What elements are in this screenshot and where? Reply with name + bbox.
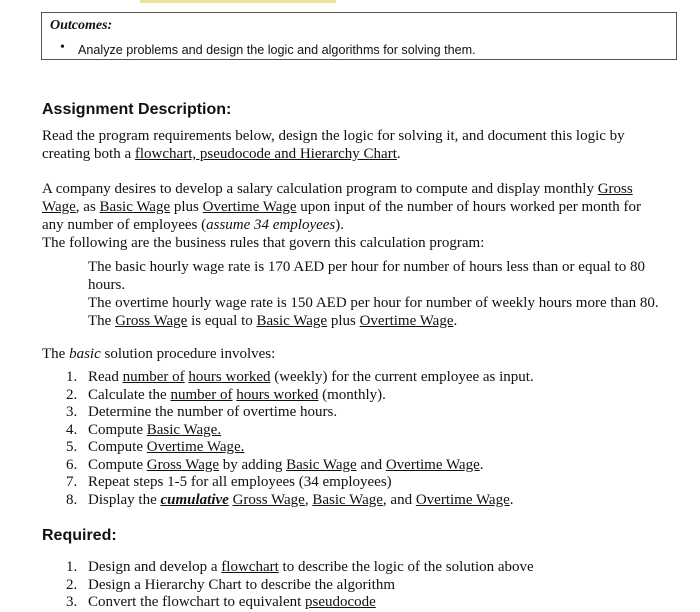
step-text: by adding [219,456,287,473]
list-item [66,404,534,422]
item-term: pseudocode [305,594,376,610]
company-text: upon input of the number of hours worked per month for [296,199,642,215]
step-text: Compute [88,439,147,455]
item-text: Design a Hierarchy Chart to describe the algorithm [88,576,395,593]
step-term: Basic Wage. [146,421,222,438]
step-number: 3. [66,404,78,420]
item-number: 3. [66,594,78,610]
overtime-wage-term: Overtime Wage [202,199,297,215]
company-text: A company desires to develop a salary calculation program to compute and display monthly [42,181,598,197]
step-text: Compute [88,421,147,438]
list-item [66,594,534,612]
step-text: and [356,456,386,473]
step-text: Determine the number of overtime hours. [88,404,338,420]
step-number: 5. [66,439,78,455]
step-text: Read [88,369,123,385]
step-term: Basic Wage [286,456,357,473]
top-highlight-bar [140,0,336,3]
cumulative-term: cumulative [160,491,229,508]
assignment-intro [42,127,682,163]
step-term: Basic Wage [312,491,383,508]
step-number: 8. [66,491,78,508]
procedure-text: The [42,346,70,362]
list-item [66,559,534,577]
item-number: 2. [66,576,78,593]
procedure-basic: basic [69,346,101,362]
rules-intro: The following are the business rules that govern this calculation program: [42,235,485,251]
rule-3 [88,312,688,330]
list-item [66,439,534,457]
item-text: Design and develop a [88,559,222,575]
list-item [66,457,534,475]
step-term: number of [170,386,233,403]
step-term: hours worked [188,369,271,385]
step-text: (monthly). [318,386,386,403]
rule-text: The [88,313,116,329]
company-text: ). [335,217,345,233]
company-line-2 [42,198,692,216]
intro-text: creating both a [42,146,135,162]
step-text: , [304,491,313,508]
list-item [66,422,534,440]
intro-line-2 [42,145,682,163]
step-text: Display the [88,491,161,508]
outcomes-item: Analyze problems and design the logic and algorithms for solving them. [78,43,476,57]
list-item [66,474,534,492]
step-number: 4. [66,421,78,438]
list-item [66,387,534,405]
procedure-text: solution procedure involves: [100,346,276,362]
item-text: Convert the flowchart to equivalent [88,594,306,610]
rule-1-line-2: hours. [88,277,126,293]
step-term: Overtime Wage [385,456,480,473]
step-text: . [479,456,484,473]
rule-text: plus [327,313,360,329]
rule-1-line-1: The basic hourly wage rate is 170 AED per hour for number of hours less than or equal to 80 [88,259,645,275]
step-term: Gross Wage [146,456,220,473]
company-line-3 [42,216,692,234]
step-number: 7. [66,474,78,490]
step-text: . [509,491,514,508]
company-text: any number of employees ( [42,217,207,233]
company-text: plus [170,199,203,215]
wage-term: Wage [42,199,76,215]
step-term: number of [122,369,185,385]
procedure-steps [66,369,534,509]
gross-term: Gross [597,181,633,197]
business-rules [88,258,688,330]
company-text: , as [75,199,100,215]
company-line-1 [42,180,692,198]
list-item [66,369,534,387]
step-text: Calculate the [88,386,171,403]
step-term: hours worked [236,386,319,403]
step-text: , and [382,491,416,508]
step-number: 1. [66,369,78,385]
rule-text: . [453,313,458,329]
list-item [66,492,534,510]
required-list [66,559,534,612]
outcomes-box [41,12,677,60]
required-heading: Required: [42,527,117,544]
intro-line-1: Read the program requirements below, design the logic for solving it, and document this logic by [42,128,625,144]
overtime-wage-term: Overtime Wage [359,313,454,329]
step-term: Gross Wage [232,491,305,508]
step-term: Overtime Wage. [146,439,245,455]
intro-link: flowchart, pseudocode and Hierarchy Chart [134,146,397,162]
step-text: (weekly) for the current employee as input. [270,369,534,385]
bullet-icon: • [60,40,65,55]
step-number: 2. [66,386,78,403]
step-number: 6. [66,456,78,473]
step-term: Overtime Wage [415,491,510,508]
rule-2: The overtime hourly wage rate is 150 AED per hour for number of weekly hours more than 80. [88,295,659,311]
company-paragraph [42,180,692,252]
item-text: to describe the logic of the solution above [278,559,534,575]
assignment-heading: Assignment Description: [42,101,232,118]
assumption-text: assume 34 employees [206,217,336,233]
basic-wage-term: Basic Wage [256,313,328,329]
item-number: 1. [66,559,78,575]
step-text: Repeat steps 1-5 for all employees (34 employees) [88,474,392,490]
outcomes-title: Outcomes: [50,18,113,33]
rule-text: is equal to [187,313,257,329]
list-item [66,577,534,595]
item-term: flowchart [221,559,279,575]
step-text: Compute [88,456,147,473]
intro-end: . [396,146,401,162]
procedure-intro [42,345,275,363]
gross-wage-term: Gross Wage [115,313,188,329]
basic-wage-term: Basic Wage [99,199,171,215]
